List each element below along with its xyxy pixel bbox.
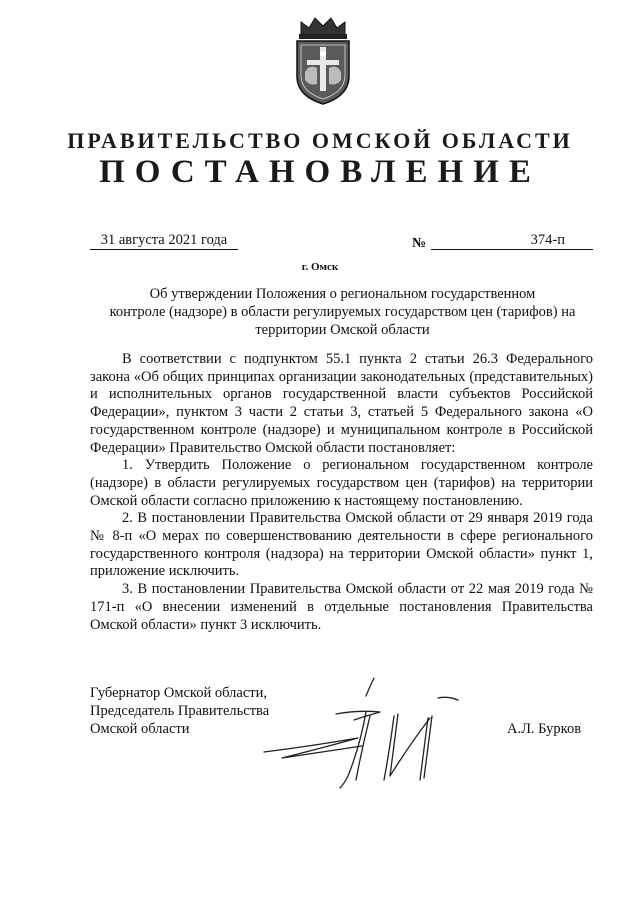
handwritten-signature-icon [262, 676, 468, 794]
subject-line: территории Омской области [255, 322, 430, 338]
item-paragraph-1: 1. Утвердить Положение о региональном государственном контроле (надзоре) в области регулируемых государством цен (тарифов) на территории Омской области согласно приложению к настоящему постановлению. [90, 457, 593, 509]
position-line: Губернатор Омской области, [90, 685, 267, 701]
signatory-name: А.Л. Бурков [507, 721, 582, 737]
number-sign: № [412, 236, 427, 251]
city-label: г. Омск [301, 261, 339, 273]
position-line: Председатель Правительства [90, 703, 270, 719]
item-paragraph-2: 2. В постановлении Правительства Омской области от 29 января 2019 года № 8-п «О мерах по совершенствованию деятельности в сфере регионального государственного контроля (надзора) на территории Омской области» пункт 1, приложение исключить. [90, 510, 593, 580]
organization-title: ПРАВИТЕЛЬСТВО ОМСКОЙ ОБЛАСТИ [67, 128, 573, 153]
omsk-coat-of-arms-icon [287, 14, 359, 106]
document-number: 374-п [431, 232, 593, 250]
preamble-paragraph: В соответствии с подпунктом 55.1 пункта 2 статьи 26.3 Федерального закона «Об общих принципах организации законодательных (представительных) и исполнительных органов государственной власти субъектов Российской Федерации», пунктом 3 части 2 статьи 3, статьей 5 Федерального закона «О государственном контроле (надзоре) и муниципальном контроле в Российской Федерации» Правительство Омской области постановляет: [90, 351, 593, 456]
document-subject [92, 285, 593, 339]
subject-line: контроле (надзоре) в области регулируемых государством цен (тарифов) на [109, 304, 576, 320]
document-body [90, 351, 593, 634]
position-line: Омской области [90, 721, 190, 737]
subject-line: Об утверждении Положения о региональном государственном [149, 286, 536, 302]
item-paragraph-3: 3. В постановлении Правительства Омской области от 22 мая 2019 года № 171-п «О внесении изменений в отдельные постановления Правительства Омской области» пункт 3 исключить. [90, 581, 593, 633]
document-type-title: ПОСТАНОВЛЕНИЕ [99, 154, 541, 190]
document-date: 31 августа 2021 года [90, 232, 238, 250]
